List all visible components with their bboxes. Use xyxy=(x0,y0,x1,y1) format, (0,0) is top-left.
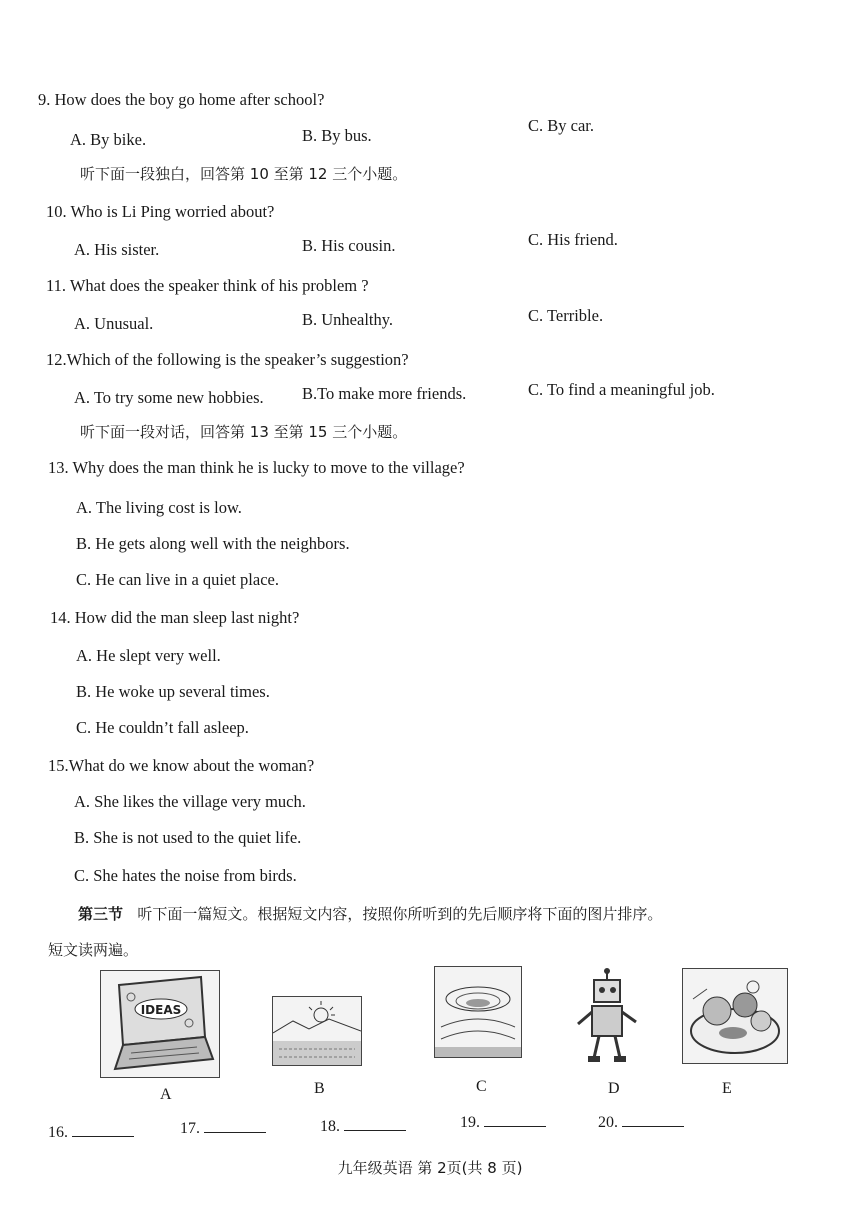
question-14: 14. How did the man sleep last night? xyxy=(50,608,300,627)
section3-title: 第三节 xyxy=(78,905,124,923)
blank-line[interactable] xyxy=(72,1124,134,1137)
q12-option-b: B.To make more friends. xyxy=(302,384,467,403)
picture-d-label: D xyxy=(608,1080,620,1097)
q14-option-a: A. He slept very well. xyxy=(76,646,221,665)
q13-option-a: A. The living cost is low. xyxy=(76,498,242,517)
section3-text: 听下面一篇短文。根据短文内容，按照你所听到的先后顺序将下面的图片排序。 xyxy=(137,905,663,923)
answer-blank-17[interactable] xyxy=(180,1120,266,1138)
answer-blank-16[interactable] xyxy=(48,1124,134,1142)
picture-a-laptop xyxy=(100,970,220,1078)
q12-option-a: A. To try some new hobbies. xyxy=(74,388,264,407)
section3-line1 xyxy=(78,904,662,924)
blank-number: 16. xyxy=(48,1124,68,1141)
q15-option-b: B. She is not used to the quiet life. xyxy=(74,828,302,847)
q10-option-b: B. His cousin. xyxy=(302,236,396,255)
picture-d-robot xyxy=(572,968,642,1068)
blank-number: 20. xyxy=(598,1114,618,1131)
q11-option-b: B. Unhealthy. xyxy=(302,310,394,329)
q14-option-b: B. He woke up several times. xyxy=(76,682,270,701)
q13-option-b: B. He gets along well with the neighbors. xyxy=(76,534,350,553)
question-11: 11. What does the speaker think of his problem ? xyxy=(46,276,369,295)
blank-line[interactable] xyxy=(622,1114,684,1127)
q15-option-c: C. She hates the noise from birds. xyxy=(74,866,297,885)
q15-option-a: A. She likes the village very much. xyxy=(74,792,306,811)
picture-a-label: A xyxy=(160,1086,172,1103)
picture-c-whirlpool xyxy=(434,966,522,1058)
page-footer: 九年级英语 第 2页(共 8 页) xyxy=(337,1159,523,1177)
question-12: 12.Which of the following is the speaker’s suggestion? xyxy=(46,350,409,369)
question-13: 13. Why does the man think he is lucky to move to the village? xyxy=(48,458,465,477)
answer-blank-19[interactable] xyxy=(460,1114,546,1132)
whirlpool-icon xyxy=(435,967,521,1057)
q13-option-c: C. He can live in a quiet place. xyxy=(76,570,279,589)
q14-option-c: C. He couldn’t fall asleep. xyxy=(76,718,249,737)
monologue-instruction: 听下面一段独白，回答第 10 至第 12 三个小题。 xyxy=(80,165,408,183)
picture-b-landscape xyxy=(272,996,362,1066)
picture-b-label: B xyxy=(314,1080,325,1097)
ideas-text: IDEAS xyxy=(140,1003,182,1017)
food-plate-icon xyxy=(683,969,787,1063)
blank-number: 17. xyxy=(180,1120,200,1137)
dialogue-instruction: 听下面一段对话，回答第 13 至第 15 三个小题。 xyxy=(80,423,408,441)
blank-line[interactable] xyxy=(484,1114,546,1127)
robot-icon xyxy=(572,968,642,1068)
question-10: 10. Who is Li Ping worried about? xyxy=(46,202,275,221)
laptop-ideas-icon xyxy=(101,971,219,1077)
q9-option-a: A. By bike. xyxy=(70,130,147,149)
blank-number: 18. xyxy=(320,1118,340,1135)
q10-option-c: C. His friend. xyxy=(528,230,618,249)
blank-line[interactable] xyxy=(344,1118,406,1131)
q9-option-c: C. By car. xyxy=(528,116,594,135)
q11-option-c: C. Terrible. xyxy=(528,306,604,325)
q12-option-c: C. To find a meaningful job. xyxy=(528,380,715,399)
picture-e-label: E xyxy=(722,1080,732,1097)
q10-option-a: A. His sister. xyxy=(74,240,160,259)
question-9: 9. How does the boy go home after school? xyxy=(38,90,325,109)
question-15: 15.What do we know about the woman? xyxy=(48,756,315,775)
answer-blank-18[interactable] xyxy=(320,1118,406,1136)
picture-c-label: C xyxy=(476,1078,487,1095)
q11-option-a: A. Unusual. xyxy=(74,314,154,333)
landscape-sun-icon xyxy=(273,997,361,1065)
answer-blank-20[interactable] xyxy=(598,1114,684,1132)
blank-number: 19. xyxy=(460,1114,480,1131)
blank-line[interactable] xyxy=(204,1120,266,1133)
picture-e-food xyxy=(682,968,788,1064)
section3-line2: 短文读两遍。 xyxy=(48,941,139,959)
q9-option-b: B. By bus. xyxy=(302,126,372,145)
